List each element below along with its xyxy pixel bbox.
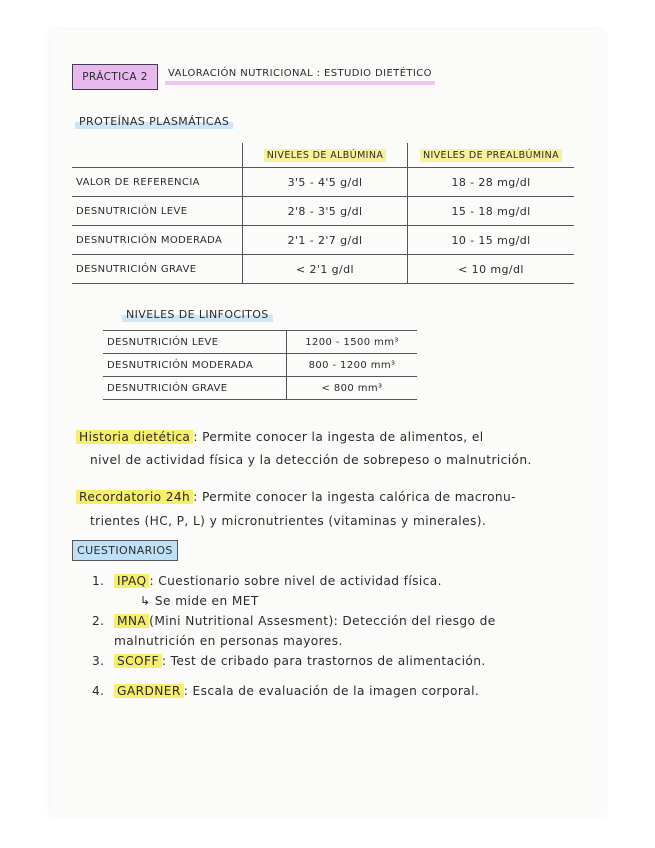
row-label: DESNUTRICIÓN GRAVE	[72, 255, 243, 284]
linfocitos-value: < 800 mm³	[287, 377, 418, 400]
linfocitos-table	[103, 330, 417, 400]
item-note: ↳ Se mide en MET	[140, 594, 259, 608]
cuestionario-item-1-note	[140, 594, 259, 608]
historia-term: Historia dietética	[76, 430, 193, 444]
prealbumina-value: < 10 mg/dl	[408, 255, 575, 284]
row-label: VALOR DE REFERENCIA	[72, 168, 243, 197]
row-label: DESNUTRICIÓN LEVE	[103, 331, 287, 354]
item-text: : Test de cribado para trastornos de alimentación.	[161, 654, 486, 668]
prealbumina-value: 10 - 15 mg/dl	[408, 226, 575, 255]
header-empty-cell	[72, 143, 243, 168]
historia-line-2: nivel de actividad física y la detección de sobrepeso o malnutrición.	[90, 453, 532, 467]
cuestionarios-heading: CUESTIONARIOS	[72, 540, 178, 561]
albumina-header-text: NIVELES DE ALBÚMINA	[264, 149, 387, 162]
recordatorio-text-1: : Permite conocer la ingesta calórica de macronu-	[193, 490, 516, 504]
prealbumina-value: 18 - 28 mg/dl	[408, 168, 575, 197]
table-row	[72, 168, 574, 197]
table-row	[72, 226, 574, 255]
practica-title: VALORACIÓN NUTRICIONAL : ESTUDIO DIETÉTICO	[165, 68, 435, 85]
cuestionario-item-2-cont	[114, 634, 343, 648]
cuestionario-item-4	[92, 684, 479, 698]
prealbumina-header-text: NIVELES DE PREALBÚMINA	[420, 149, 562, 162]
table-row	[103, 331, 417, 354]
prealbumina-value: 15 - 18 mg/dl	[408, 197, 575, 226]
item-number: 4.	[92, 684, 105, 698]
item-term: IPAQ	[114, 574, 149, 588]
cuestionario-item-3	[92, 654, 486, 668]
table-row	[103, 377, 417, 400]
albumina-value: 2'8 - 3'5 g/dl	[243, 197, 408, 226]
row-label: DESNUTRICIÓN MODERADA	[72, 226, 243, 255]
recordatorio-term: Recordatorio 24h	[76, 490, 193, 504]
item-number: 3.	[92, 654, 105, 668]
table-header-row	[72, 143, 574, 168]
linfocitos-heading: NIVELES DE LINFOCITOS	[122, 307, 273, 322]
item-number: 2.	[92, 614, 105, 628]
historia-line-1	[76, 430, 484, 444]
row-label: DESNUTRICIÓN LEVE	[72, 197, 243, 226]
linfocitos-value: 1200 - 1500 mm³	[287, 331, 418, 354]
albumina-value: < 2'1 g/dl	[243, 255, 408, 284]
table-row	[72, 255, 574, 284]
recordatorio-line-2: trientes (HC, P, L) y micronutrientes (vitaminas y minerales).	[90, 514, 487, 528]
item-text: (Mini Nutritional Assesment): Detección del riesgo de	[149, 614, 496, 628]
practica-label: PRÁCTICA 2	[72, 64, 158, 90]
item-text: : Cuestionario sobre nivel de actividad física.	[149, 574, 442, 588]
proteinas-table	[72, 143, 574, 284]
table-row	[103, 354, 417, 377]
header-prealbumina	[408, 143, 575, 168]
table-row	[72, 197, 574, 226]
item-number: 1.	[92, 574, 105, 588]
header-albumina	[243, 143, 408, 168]
item-term: SCOFF	[114, 654, 162, 668]
row-label: DESNUTRICIÓN GRAVE	[103, 377, 287, 400]
item-term: MNA	[114, 614, 149, 628]
proteinas-heading: PROTEÍNAS PLASMÁTICAS	[75, 114, 233, 129]
albumina-value: 3'5 - 4'5 g/dl	[243, 168, 408, 197]
item-term: GARDNER	[114, 684, 184, 698]
recordatorio-line-1	[76, 490, 516, 504]
historia-text-1: : Permite conocer la ingesta de alimentos, el	[193, 430, 484, 444]
item-text-cont: malnutrición en personas mayores.	[114, 634, 343, 648]
item-text: : Escala de evaluación de la imagen corporal.	[183, 684, 480, 698]
albumina-value: 2'1 - 2'7 g/dl	[243, 226, 408, 255]
row-label: DESNUTRICIÓN MODERADA	[103, 354, 287, 377]
linfocitos-value: 800 - 1200 mm³	[287, 354, 418, 377]
cuestionario-item-1	[92, 574, 442, 588]
cuestionario-item-2	[92, 614, 496, 628]
